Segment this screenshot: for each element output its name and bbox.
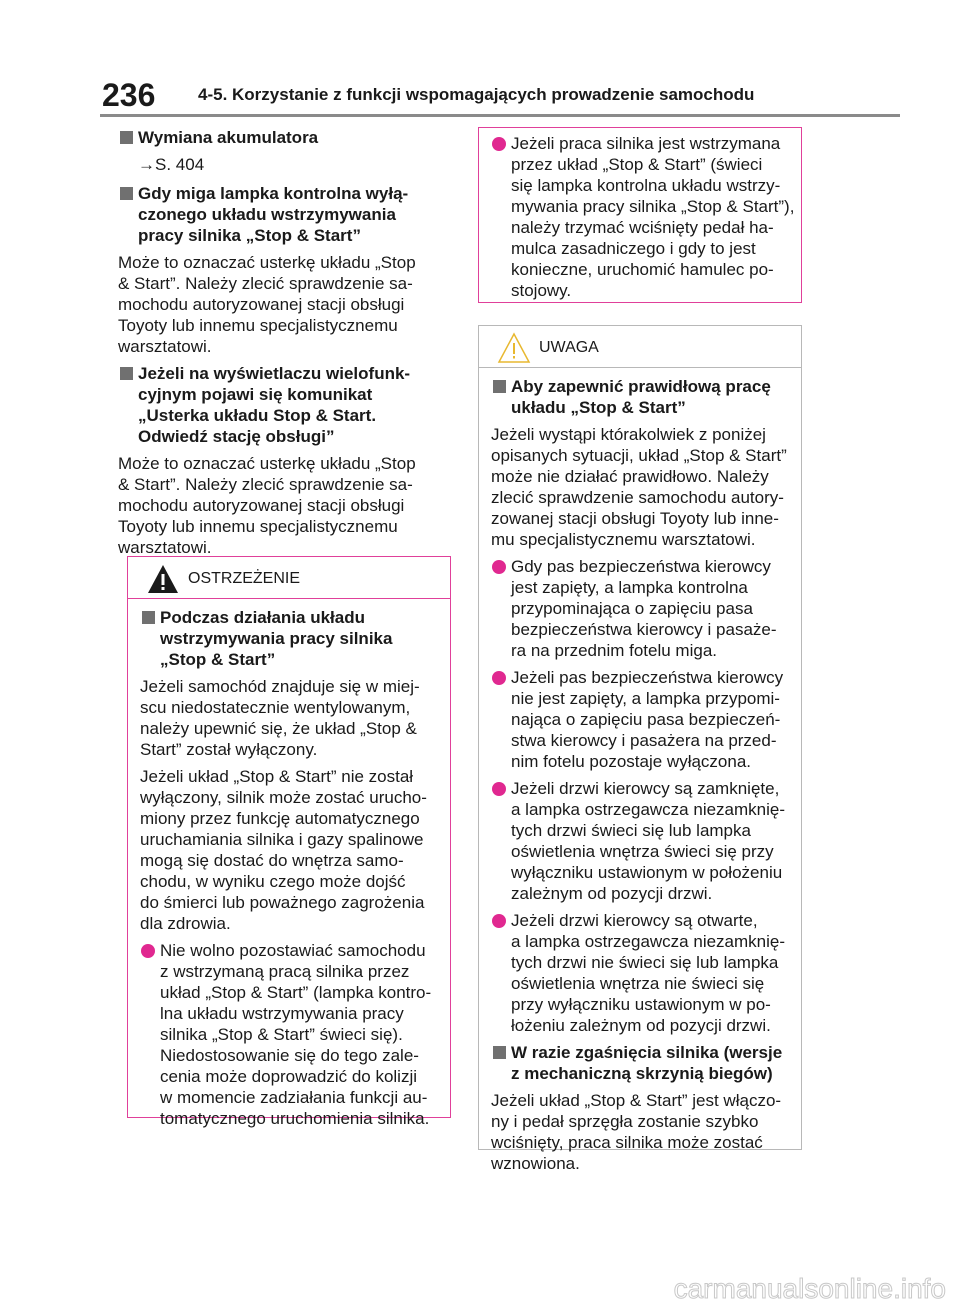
bullet-item — [491, 667, 795, 772]
text-line: Jeżeli drzwi kierowcy są zamknięte, — [511, 779, 780, 798]
caution-triangle-icon — [497, 332, 531, 364]
text-line: Jeżeli samochód znajduje się w miej- — [140, 677, 420, 696]
text-line: tych drzwi świeci się lub lampka — [511, 821, 751, 840]
text-line: Nie wolno pozostawiać samochodu — [160, 941, 426, 960]
text-line: mochodu autoryzowanej stacji obsługi — [118, 496, 405, 515]
heading-line: „Stop & Start” — [160, 650, 276, 669]
round-bullet-icon — [492, 671, 506, 685]
warning-continuation-body — [491, 133, 795, 307]
bullet-item — [140, 940, 444, 1129]
text-line: Jeżeli pas bezpieczeństwa kierowcy — [511, 668, 784, 687]
text-line: Gdy pas bezpieczeństwa kierowcy — [511, 557, 771, 576]
text-line: mu specjalistycznemu warsztatowi. — [491, 530, 756, 549]
text-line: opisanych sytuacji, układ „Stop & Start” — [491, 446, 787, 465]
text-line: dla zdrowia. — [140, 914, 231, 933]
text-line: układ „Stop & Start” (lampka kontro- — [160, 983, 432, 1002]
text-line: należy trzymać wciśnięty pedał ha- — [511, 218, 774, 237]
paragraph — [491, 424, 795, 550]
heading-line: Podczas działania układu — [160, 608, 366, 627]
page-number: 236 — [102, 77, 156, 113]
caution-title: UWAGA — [539, 339, 599, 356]
text-line: stojowy. — [511, 281, 572, 300]
caution-box-body — [491, 376, 795, 1180]
round-bullet-icon — [141, 944, 155, 958]
text-line: nim fotelu pozostaje wyłączona. — [511, 752, 752, 771]
page-header — [100, 76, 900, 116]
text-line: należy upewnić się, że układ „Stop & — [140, 719, 417, 738]
round-bullet-icon — [492, 782, 506, 796]
warning-box-header — [128, 557, 450, 599]
text-line: & Start”. Należy zlecić sprawdzenie sa- — [118, 475, 413, 494]
text-line: konieczne, uruchomić hamulec po- — [511, 260, 774, 279]
text-line: wznowiona. — [491, 1154, 580, 1173]
text-line: lna układu wstrzymywania pracy — [160, 1004, 404, 1023]
bullet-item — [491, 778, 795, 904]
watermark-text: carmanualsonline.info — [673, 1273, 946, 1304]
caution-box — [478, 325, 802, 1173]
warning-box-body — [140, 607, 444, 1135]
text-line: w momencie zadziałania funkcji au- — [160, 1088, 428, 1107]
text-line: uruchamiania silnika i gazy spalinowe — [140, 830, 424, 849]
text-line: Może to oznaczać usterkę układu „Stop — [118, 253, 416, 272]
heading-line: czonego układu wstrzymywania — [138, 205, 396, 224]
heading-during-stop-start — [140, 607, 444, 670]
text-line: Niedostosowanie się do tego zale- — [160, 1046, 419, 1065]
text-line: z wstrzymaną pracą silnika przez — [160, 962, 410, 981]
heading-line: z mechaniczną skrzynią biegów) — [511, 1064, 773, 1083]
round-bullet-icon — [492, 560, 506, 574]
text-line: cenia może doprowadzić do kolizji — [160, 1067, 418, 1086]
square-bullet-icon — [120, 131, 133, 144]
text-line: Toyoty lub innemu specjalistycznemu — [118, 517, 398, 536]
text-line: silnika „Stop & Start” świeci się). — [160, 1025, 403, 1044]
text-line: przypominająca o zapięciu pasa — [511, 599, 753, 618]
text-line: nająca o zapięciu pasa bezpieczeń- — [511, 710, 781, 729]
text-line: mulca zasadniczego i gdy to jest — [511, 239, 756, 258]
heading-line: W razie zgaśnięcia silnika (wersje — [511, 1043, 783, 1062]
paragraph — [140, 766, 444, 934]
text-line: oświetlenia wnętrza świeci się przy — [511, 842, 774, 861]
text-line: łożeniu zależnym od pozycji drzwi. — [511, 1016, 771, 1035]
text-line: się lampka kontrolna układu wstrzy- — [511, 176, 781, 195]
heading-display-message — [118, 363, 458, 447]
text-line: miony przez funkcję automatycznego — [140, 809, 420, 828]
bullet-item — [491, 133, 795, 301]
left-column — [118, 127, 458, 564]
round-bullet-icon — [492, 137, 506, 151]
text-line: wyłączony, silnik może zostać urucho- — [140, 788, 427, 807]
heading-engine-stall — [491, 1042, 795, 1084]
warning-box — [127, 556, 451, 1128]
square-bullet-icon — [493, 1046, 506, 1059]
text-line: warsztatowi. — [118, 337, 212, 356]
text-line: Jeżeli drzwi kierowcy są otwarte, — [511, 911, 758, 930]
text-line: Jeżeli wystąpi którakolwiek z poniżej — [491, 425, 766, 444]
text-line: & Start”. Należy zlecić sprawdzenie sa- — [118, 274, 413, 293]
section-title: 4-5. Korzystanie z funkcji wspomagających prowadzenie samochodu — [198, 85, 755, 104]
text-line: może nie działać prawidłowo. Należy — [491, 467, 769, 486]
text-line: a lampka ostrzegawcza niezamknię- — [511, 800, 786, 819]
warning-triangle-icon — [146, 563, 180, 595]
text-line: wciśnięty, praca silnika może zostać — [491, 1133, 763, 1152]
text-line: zlecić sprawdzenie samochodu autory- — [491, 488, 784, 507]
text-line: zowanej stacji obsługi Toyoty lub inne- — [491, 509, 779, 528]
heading-line: cyjnym pojawi się komunikat — [138, 385, 373, 404]
text-line: Może to oznaczać usterkę układu „Stop — [118, 454, 416, 473]
caution-box-header — [479, 326, 801, 368]
text-line: nie jest zapięty, a lampka przypomi- — [511, 689, 780, 708]
heading-line: pracy silnika „Stop & Start” — [138, 226, 361, 245]
text-line: a lampka ostrzegawcza niezamknię- — [511, 932, 786, 951]
text-line: Jeżeli układ „Stop & Start” nie został — [140, 767, 414, 786]
paragraph — [118, 453, 458, 558]
page-reference: →S. 404 — [138, 155, 205, 174]
heading-line: Gdy miga lampka kontrolna wyłą- — [138, 184, 409, 203]
square-bullet-icon — [493, 380, 506, 393]
header-rule — [100, 114, 900, 117]
text-line: mogą się dostać do wnętrza samo- — [140, 851, 404, 870]
text-line: przy wyłączniku ustawionym w po- — [511, 995, 771, 1014]
text-line: bezpieczeństwa kierowcy i pasaże- — [511, 620, 777, 639]
text-line: ra na przednim fotelu miga. — [511, 641, 717, 660]
text-line: mochodu autoryzowanej stacji obsługi — [118, 295, 405, 314]
text-line: stwa kierowcy i pasażera na przed- — [511, 731, 777, 750]
square-bullet-icon — [120, 367, 133, 380]
heading-line: układu „Stop & Start” — [511, 398, 686, 417]
warning-continuation-box — [478, 127, 802, 303]
text-line: tych drzwi nie świeci się lub lampka — [511, 953, 779, 972]
watermark — [560, 1270, 950, 1306]
heading-line: Aby zapewnić prawidłową pracę — [511, 377, 771, 396]
paragraph — [491, 1090, 795, 1174]
heading-line: wstrzymywania pracy silnika — [160, 629, 393, 648]
heading-line: „Usterka układu Stop & Start. — [138, 406, 377, 425]
round-bullet-icon — [492, 914, 506, 928]
heading-text: Wymiana akumulatora — [138, 128, 319, 147]
square-bullet-icon — [142, 611, 155, 624]
warning-title: OSTRZEŻENIE — [188, 570, 301, 587]
text-line: Jeżeli układ „Stop & Start” jest włączo- — [491, 1091, 782, 1110]
heading-indicator-blink — [118, 183, 458, 246]
paragraph — [118, 252, 458, 357]
text-line: mywania pracy silnika „Stop & Start”), — [511, 197, 795, 216]
heading-battery — [118, 127, 458, 148]
bullet-item — [491, 556, 795, 661]
text-line: jest zapięty, a lampka kontrolna — [511, 578, 748, 597]
paragraph — [140, 676, 444, 760]
text-line: Start” został wyłączony. — [140, 740, 318, 759]
text-line: tomatycznego uruchomienia silnika. — [160, 1109, 430, 1128]
text-line: oświetlenia wnętrza nie świeci się — [511, 974, 765, 993]
text-line: Jeżeli praca silnika jest wstrzymana — [511, 134, 781, 153]
heading-proper-operation — [491, 376, 795, 418]
heading-line: Jeżeli na wyświetlaczu wielofunk- — [138, 364, 411, 383]
square-bullet-icon — [120, 187, 133, 200]
text-line: warsztatowi. — [118, 538, 212, 557]
text-line: ny i pedał sprzęgła zostanie szybko — [491, 1112, 759, 1131]
text-line: przez układ „Stop & Start” (świeci — [511, 155, 763, 174]
text-line: zależnym od pozycji drzwi. — [511, 884, 713, 903]
text-line: do śmierci lub poważnego zagrożenia — [140, 893, 425, 912]
text-line: chodu, w wyniku czego może dojść — [140, 872, 406, 891]
text-line: wyłączniku ustawionym w położeniu — [511, 863, 783, 882]
heading-line: Odwiedź stację obsługi” — [138, 427, 335, 446]
bullet-item — [491, 910, 795, 1036]
text-line: scu niedostatecznie wentylowanym, — [140, 698, 411, 717]
text-line: Toyoty lub innemu specjalistycznemu — [118, 316, 398, 335]
